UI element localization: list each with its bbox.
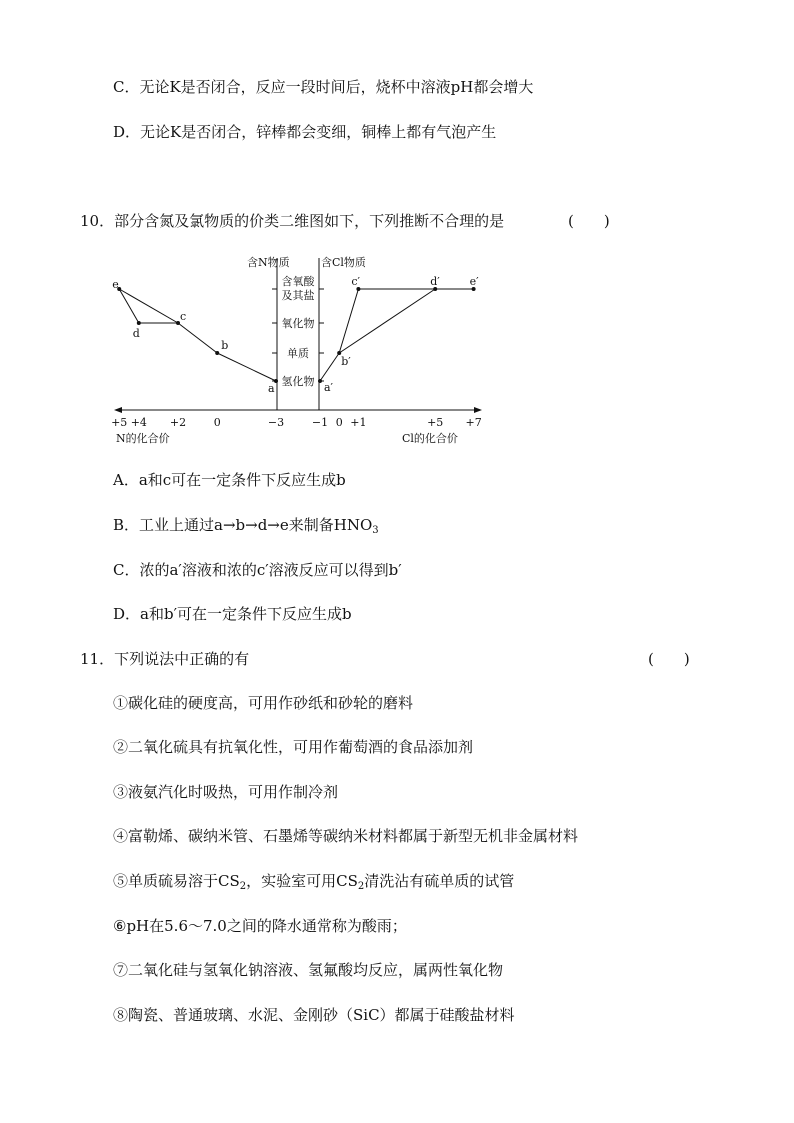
category-label: 单质	[287, 347, 309, 360]
q11-item-8: ⑧陶瓷、普通玻璃、水泥、金刚砂（SiC）都属于硅酸盐材料	[113, 1006, 515, 1024]
cl-tick-label: +7	[465, 416, 482, 429]
n-tick-label: 0	[213, 416, 221, 429]
category-labels	[282, 274, 316, 388]
q11-item-6: ⑥pH在5.6～7.0之间的降水通常称为酸雨；	[113, 917, 407, 935]
n-point-label: b	[221, 339, 229, 352]
q10-option-b-subscript: 3	[372, 525, 379, 536]
category-ticks	[272, 289, 324, 381]
n-point-label: a	[268, 382, 275, 395]
cl-tick-label: −1	[311, 416, 329, 429]
n-axis-label: N的化合价	[116, 432, 170, 445]
n-tick-label: +4	[130, 416, 147, 429]
cl-tick-label: +1	[350, 416, 367, 429]
cl-series	[318, 275, 479, 394]
q11-item-4: ④富勒烯、碳纳米管、石墨烯等碳纳米材料都属于新型无机非金属材料	[113, 827, 579, 845]
n-point	[137, 321, 141, 325]
option-d-prev: D．无论K是否闭合，锌棒都会变细，铜棒上都有气泡产生	[113, 123, 497, 141]
axis-arrow-right	[474, 407, 482, 413]
axis-arrow-left	[114, 407, 122, 413]
n-point	[274, 379, 278, 383]
q10-option-a: A．a和c可在一定条件下反应生成b	[113, 471, 346, 489]
cl-point-label: b′	[341, 355, 351, 368]
n-tick-label: +5	[111, 416, 128, 429]
n-series	[112, 278, 278, 395]
cl-point	[318, 379, 322, 383]
q11-item-3: ③液氨汽化时吸热，可用作制冷剂	[113, 783, 339, 801]
n-tick-labels	[111, 416, 284, 429]
cl-tick-label: +5	[427, 416, 444, 429]
category-label: 氢化物	[281, 375, 315, 388]
q11-item-5-part2: ，实验室可用CS	[246, 872, 358, 890]
n-segment	[119, 289, 178, 323]
question-10-answer-blank: ( )	[568, 212, 610, 230]
q11-item-5-part3: 清洗沾有硫单质的试管	[364, 872, 515, 890]
q10-option-c: C．浓的a′溶液和浓的c′溶液反应可以得到b′	[113, 561, 402, 579]
cl-segment	[339, 289, 435, 353]
q10-option-b	[113, 515, 379, 541]
cl-tick-label: 0	[335, 416, 343, 429]
cl-point-label: a′	[324, 381, 334, 394]
n-point-label: e	[112, 278, 119, 291]
n-tick-label: +2	[169, 416, 187, 429]
n-point	[215, 351, 219, 355]
q11-item-5-sub1: 2	[239, 881, 247, 892]
n-tick-label: −3	[267, 416, 285, 429]
cl-header: 含Cl物质	[321, 256, 366, 269]
cl-point-label: e′	[469, 275, 479, 288]
cl-segment	[339, 289, 358, 353]
q11-item-2: ②二氧化硫具有抗氧化性，可用作葡萄酒的食品添加剂	[113, 738, 474, 756]
question-10-stem: 10．部分含氮及氯物质的价类二维图如下，下列推断不合理的是	[80, 212, 505, 230]
q10-option-d: D．a和b′可在一定条件下反应生成b	[113, 605, 352, 623]
category-label: 含氧酸	[281, 275, 315, 288]
cl-segment	[320, 353, 339, 381]
n-point-label: d	[132, 327, 140, 340]
option-c-prev: C．无论K是否闭合，反应一段时间后，烧杯中溶液pH都会增大	[113, 78, 534, 96]
category-label: 氧化物	[281, 317, 315, 330]
q11-item-7: ⑦二氧化硅与氢氧化钠溶液、氢氟酸均反应，属两性氧化物	[113, 961, 504, 979]
n-segment	[178, 323, 217, 353]
question-11-answer-blank: ( )	[648, 650, 690, 668]
question-11-stem: 11．下列说法中正确的有	[80, 650, 250, 668]
cl-tick-labels	[312, 416, 482, 429]
n-point-label: c	[180, 310, 187, 323]
n-header: 含N物质	[247, 256, 290, 269]
cl-point-label: c′	[351, 275, 361, 288]
q10-option-b-text: B．工业上通过a→b→d→e来制备HNO	[113, 516, 373, 534]
q11-item-5-sub2: 2	[357, 881, 365, 892]
cl-axis-label: Cl的化合价	[402, 432, 458, 445]
q11-item-5-part1: ⑤单质硫易溶于CS	[113, 872, 240, 890]
cl-point-label: d′	[430, 275, 440, 288]
category-label: 及其盐	[281, 289, 315, 302]
n-segment	[217, 353, 276, 381]
q11-item-5	[113, 871, 514, 897]
q11-item-1: ①碳化硅的硬度高，可用作砂纸和砂轮的磨料	[113, 694, 414, 712]
valence-category-diagram	[110, 250, 490, 450]
